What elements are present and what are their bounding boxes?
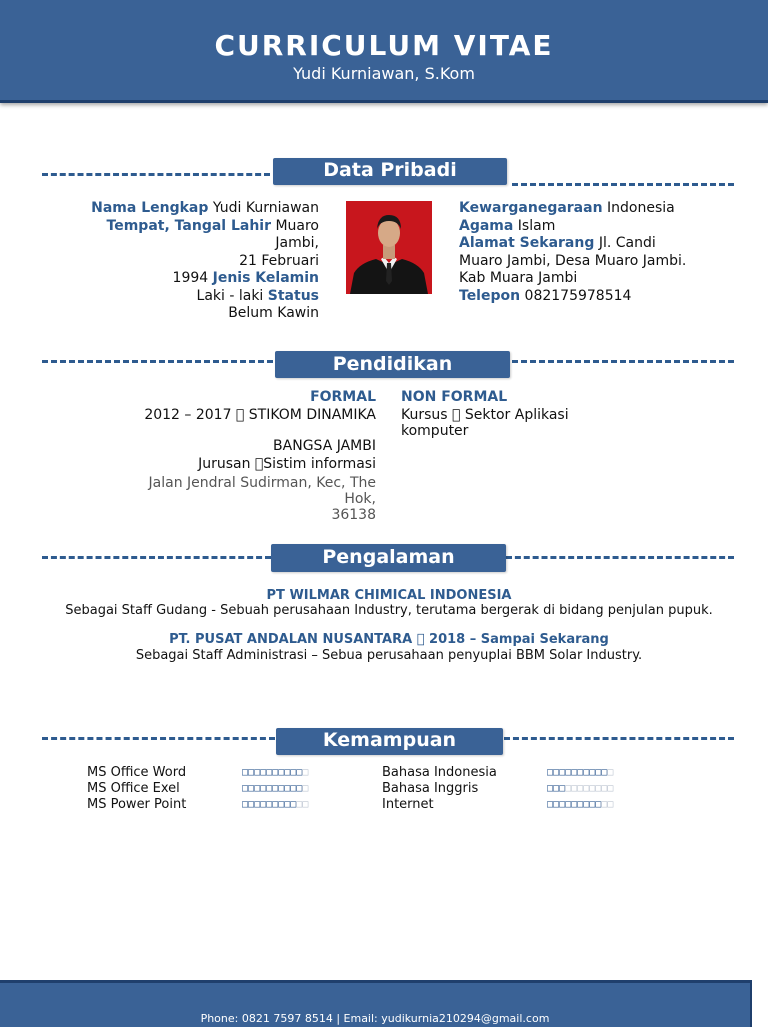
rating-filled-square: □ (242, 799, 249, 810)
rating-filled-square: □ (296, 783, 303, 794)
section-divider-right (506, 556, 734, 559)
rating-filled-square: □ (254, 799, 261, 810)
nonformal-line-2: komputer (401, 422, 469, 439)
rating-filled-square: □ (547, 767, 554, 778)
rating-filled-square: □ (290, 783, 297, 794)
rating-filled-square: □ (284, 783, 291, 794)
personal-right-column (459, 200, 759, 305)
section-divider-left (42, 737, 275, 740)
formal-address-2: Hok, (344, 491, 376, 507)
cv-name: Yudi Kurniawan, S.Kom (293, 64, 475, 83)
experience-company-2: PT. PUSAT ANDALAN NUSANTARA 2018 – Sampai Sekarang (175, 632, 603, 647)
rating-filled-square: □ (595, 799, 602, 810)
rating-filled-square: □ (290, 767, 297, 778)
skill-name: MS Office Exel (87, 781, 180, 796)
rating-filled-square: □ (242, 783, 249, 794)
rating-filled-square: □ (266, 783, 273, 794)
footer-banner (0, 980, 752, 1027)
rating-filled-square: □ (254, 767, 261, 778)
rating-filled-square: □ (278, 767, 285, 778)
rating-filled-square: □ (272, 783, 279, 794)
rating-filled-square: □ (559, 783, 566, 794)
rating-filled-square: □ (601, 767, 608, 778)
rating-filled-square: □ (266, 767, 273, 778)
rating-empty-square: □ (607, 783, 614, 794)
label-formal: FORMAL (310, 389, 376, 405)
section-divider-left (42, 173, 270, 176)
rating-filled-square: □ (559, 799, 566, 810)
rating-filled-square: □ (571, 767, 578, 778)
experience-desc-2: Sebagai Staff Administrasi – Sebua perusahaan penyuplai BBM Solar Industry. (135, 648, 643, 663)
rating-filled-square: □ (547, 783, 554, 794)
formal-address-3: 36138 (331, 507, 376, 523)
rating-filled-square: □ (266, 799, 273, 810)
section-divider-right (512, 360, 734, 363)
skill-rating (547, 781, 613, 797)
label-ttl: Tempat, Tangal Lahir (106, 217, 271, 234)
rating-empty-square: □ (302, 783, 309, 794)
skill-rating (547, 765, 613, 781)
section-title-kemampuan: Kemampuan (276, 728, 503, 755)
education-formal-column (60, 389, 376, 523)
rating-filled-square: □ (284, 767, 291, 778)
profile-photo (346, 201, 432, 294)
rating-filled-square: □ (583, 799, 590, 810)
formal-line-1: 2012 – 2017 STIKOM DINAMIKA (157, 406, 376, 423)
value-ttl-4: 1994 (172, 270, 209, 286)
rating-empty-square: □ (601, 783, 608, 794)
rating-filled-square: □ (260, 799, 267, 810)
rating-filled-square: □ (290, 799, 297, 810)
rating-filled-square: □ (248, 783, 255, 794)
rating-filled-square: □ (565, 799, 572, 810)
skill-rating (242, 765, 308, 781)
rating-empty-square: □ (607, 799, 614, 810)
rating-filled-square: □ (254, 783, 261, 794)
rating-filled-square: □ (248, 799, 255, 810)
value-nama: Yudi Kurniawan (212, 200, 319, 216)
rating-filled-square: □ (242, 767, 249, 778)
label-agama: Agama (459, 217, 514, 234)
value-ttl-1: Muaro (275, 217, 319, 234)
skill-name: Internet (382, 797, 434, 812)
rating-empty-square: □ (302, 767, 309, 778)
value-alamat-1: Jl. Candi (598, 235, 656, 251)
rating-filled-square: □ (571, 799, 578, 810)
skill-rating (242, 781, 308, 797)
rating-filled-square: □ (547, 799, 554, 810)
skill-rating (242, 797, 308, 813)
label-telepon: Telepon (459, 287, 521, 304)
rating-empty-square: □ (595, 783, 602, 794)
rating-filled-square: □ (553, 767, 560, 778)
nonformal-line-1: Kursus Sektor Aplikasi (401, 406, 556, 423)
rating-filled-square: □ (565, 767, 572, 778)
footer-contact: Phone: 0821 7597 8514 | Email: yudikurnia210294@gmail.com (200, 1012, 550, 1025)
rating-empty-square: □ (601, 799, 608, 810)
section-divider-left (42, 556, 271, 559)
rating-filled-square: □ (589, 799, 596, 810)
section-title-data-pribadi: Data Pribadi (273, 158, 507, 185)
rating-filled-square: □ (589, 767, 596, 778)
rating-filled-square: □ (272, 767, 279, 778)
rating-filled-square: □ (583, 767, 590, 778)
rating-filled-square: □ (260, 783, 267, 794)
label-kewarganegaraan: Kewarganegaraan (459, 200, 603, 216)
value-status: Belum Kawin (228, 305, 319, 321)
rating-filled-square: □ (577, 767, 584, 778)
skill-name: Bahasa Inggris (382, 781, 479, 796)
experience-company-1: PT WILMAR CHIMICAL INDONESIA (266, 588, 512, 603)
formal-line-2: BANGSA JAMBI (273, 438, 376, 454)
rating-filled-square: □ (284, 799, 291, 810)
skill-name: MS Power Point (87, 797, 187, 812)
section-divider-left (42, 360, 273, 363)
rating-empty-square: □ (565, 783, 572, 794)
rating-filled-square: □ (278, 799, 285, 810)
rating-empty-square: □ (571, 783, 578, 794)
label-nama: Nama Lengkap (91, 200, 209, 216)
value-alamat-2: Muaro Jambi, Desa Muaro Jambi. (459, 252, 687, 269)
formal-line-3: Jurusan Sistim informasi (206, 455, 376, 472)
rating-filled-square: □ (272, 799, 279, 810)
value-kewarganegaraan: Indonesia (607, 200, 675, 216)
rating-empty-square: □ (607, 767, 614, 778)
experience-desc-1: Sebagai Staff Gudang - Sebuah perusahaan Industry, terutama bergerak di bidang penjulan pupuk. (65, 603, 713, 618)
rating-filled-square: □ (260, 767, 267, 778)
rating-filled-square: □ (296, 767, 303, 778)
skill-name: MS Office Word (87, 765, 187, 780)
rating-filled-square: □ (595, 767, 602, 778)
header-banner (0, 0, 768, 103)
value-agama: Islam (517, 217, 556, 234)
rating-filled-square: □ (553, 783, 560, 794)
section-divider-right (504, 737, 734, 740)
rating-empty-square: □ (583, 783, 590, 794)
value-jk: Laki - laki (196, 287, 264, 304)
label-alamat: Alamat Sekarang (459, 235, 595, 251)
rating-filled-square: □ (553, 799, 560, 810)
value-ttl-2: Jambi, (275, 235, 319, 251)
rating-empty-square: □ (589, 783, 596, 794)
skill-rating (547, 797, 613, 813)
rating-filled-square: □ (559, 767, 566, 778)
rating-empty-square: □ (302, 799, 309, 810)
rating-filled-square: □ (248, 767, 255, 778)
rating-empty-square: □ (296, 799, 303, 810)
experience-list (0, 588, 768, 664)
person-illustration (346, 201, 432, 294)
value-alamat-3: Kab Muara Jambi (459, 270, 578, 286)
value-telepon: 082175978514 (524, 287, 632, 304)
section-title-pengalaman: Pengalaman (271, 544, 506, 572)
label-jk: Jenis Kelamin (212, 270, 319, 286)
section-title-pendidikan: Pendidikan (275, 351, 510, 378)
value-ttl-3: 21 Februari (239, 252, 319, 269)
education-nonformal-column (401, 389, 701, 439)
formal-address-1: Jalan Jendral Sudirman, Kec, The (148, 475, 376, 491)
rating-filled-square: □ (278, 783, 285, 794)
section-divider-right (512, 183, 734, 186)
rating-filled-square: □ (577, 799, 584, 810)
skill-name: Bahasa Indonesia (382, 765, 497, 780)
label-non-formal: NON FORMAL (401, 389, 508, 405)
personal-left-column (40, 200, 319, 323)
label-status: Status (267, 287, 319, 304)
cv-title: CURRICULUM VITAE (214, 29, 554, 62)
rating-empty-square: □ (577, 783, 584, 794)
